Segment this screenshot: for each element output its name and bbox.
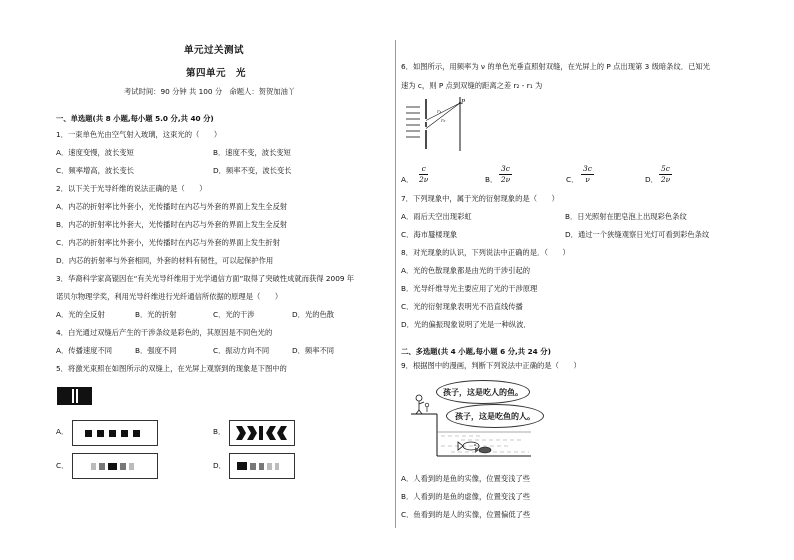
denominator: 2ν [500,174,511,184]
q5-pattern-a [72,420,158,446]
q8-option-b[interactable]: B．光导纤维导光主要应用了光的干涉原理 [401,284,538,293]
q5-stem: 5．将激光束照在如图所示的双缝上，在光屏上观察到的现象是下图中的 [56,364,287,373]
q5-option-c[interactable]: C． [56,461,69,470]
q1-option-d[interactable]: D．频率不变，波长变长 [213,166,292,175]
speech-bubble-2: 孩子，这是吃鱼的人。 [446,404,544,428]
q9-option-b[interactable]: B．人看到的是鱼的虚像，位置变浅了些 [401,492,531,501]
point-p-label: P [461,99,466,106]
numerator: 3c [583,164,592,173]
q5-pattern-d [229,453,295,479]
numerator: 5c [661,164,670,173]
q2-stem: 2．以下关于光导纤维的说法正确的是（ ） [56,184,207,193]
q3-option-c[interactable]: C．光的干涉 [213,310,255,319]
q1-option-a[interactable]: A．速度变慢，波长变短 [56,148,134,157]
q7-option-b[interactable]: B．日光照射在肥皂泡上出现彩色条纹 [565,212,687,221]
q4-option-d[interactable]: D．频率不同 [292,346,335,355]
denominator: 2ν [660,174,671,184]
right-column [401,0,751,560]
q5-pattern-b [229,420,295,446]
q3-stem-line1: 3．华裔科学家高锟因在“有关光导纤维用于光学通信方面”取得了突破性成就而获得 2009 年 [56,274,355,283]
numerator: c [419,165,428,175]
fringe [109,430,116,437]
q4-option-c[interactable]: C．振动方向不同 [213,346,270,355]
q3-option-a[interactable]: A．光的全反射 [56,310,105,319]
fringe [133,430,140,437]
q6-option-d-label[interactable]: D． [645,175,658,184]
q3-option-b[interactable]: B．光的折射 [135,310,177,319]
q6-option-c-label[interactable]: C． [566,175,579,184]
fringe [97,430,104,437]
q3-stem-line2: 诺贝尔物理学奖，利用光导纤维进行光纤通信所依据的原理是（ ） [56,292,283,301]
q2-option-c[interactable]: C．内芯的折射率比外套小，光传播时在内芯与外套的界面上发生折射 [56,238,280,247]
fringe [99,463,105,470]
q6-option-c-fraction[interactable] [581,165,594,183]
q7-stem: 7．下列现象中，属于光的衍射现象的是（ ） [401,194,559,203]
exam-info: 考试时间：90 分钟 共 100 分 命题人：贺贺加油丫 [124,87,296,96]
slit-2 [76,389,78,403]
q1-option-c[interactable]: C．频率增高，波长变长 [56,166,135,175]
q8-option-c[interactable]: C．光的衍射现象表明光不沿直线传播 [401,302,523,311]
fringe [275,463,279,470]
q8-option-d[interactable]: D．光的偏振现象说明了光是一种纵波． [401,320,531,329]
q4-stem: 4．白光通过双缝后产生的干涉条纹是彩色的，其原因是不同色光的 [56,328,273,337]
q8-option-a[interactable]: A．光的色散现象都是由光的干涉引起的 [401,266,531,275]
section1-heading: 一、单选题(共 8 小题,每小题 5.0 分,共 40 分) [56,114,214,123]
fringe [250,463,256,470]
q3-option-d[interactable]: D．光的色散 [292,310,335,319]
section2-heading: 二、多选题(共 4 小题,每小题 6 分,共 24 分) [401,347,551,356]
q7-option-a[interactable]: A．雨后天空出现彩虹 [401,212,472,221]
q5-option-b[interactable]: B． [213,427,226,436]
speech-bubble-1: 孩子，这是吃人的鱼。 [436,380,530,404]
q7-option-c[interactable]: C．海市蜃楼现象 [401,230,458,239]
q6-option-a-label[interactable]: A． [401,175,414,184]
fringe [129,463,134,470]
q6-stem-line2: 速为 c，则 P 点到双缝的距离之差 r₂ - r₁ 为 [401,81,543,90]
q2-option-a[interactable]: A．内芯的折射率比外套小，光传播时在内芯与外套的界面上发生全反射 [56,202,288,211]
unit-subtitle: 第四单元 光 [186,68,247,79]
numerator: 3c [501,164,510,173]
left-column [56,0,386,560]
q6-option-a-fraction[interactable] [419,165,428,183]
q6-option-b-label[interactable]: B． [485,175,498,184]
double-slit-figure [57,387,92,405]
q6-option-b-fraction[interactable] [499,165,512,183]
q4-option-a[interactable]: A．传播速度不同 [56,346,113,355]
q2-option-d[interactable]: D．内芯的折射率与外套相同，外套的材料有韧性，可以起保护作用 [56,256,274,265]
fringe [91,463,96,470]
q8-stem: 8．对光现象的认识，下列说法中正确的是．（ ） [401,248,570,257]
q9-option-a[interactable]: A．人看到的是鱼的实像，位置变浅了些 [401,474,531,483]
slit-1 [72,389,74,403]
fringe [121,430,128,437]
q7-option-d[interactable]: D．通过一个狭缝观察日光灯可看到彩色条纹 [565,230,710,239]
q6-option-d-fraction[interactable] [659,165,672,183]
column-divider [395,40,396,528]
q9-option-c[interactable]: C．鱼看到的是人的实像，位置偏低了些 [401,510,531,519]
q1-option-b[interactable]: B．速度不变，波长变短 [213,148,291,157]
q5-pattern-c [72,453,158,479]
r1-label: r₁ [437,109,442,115]
fringe [120,463,126,470]
r2-label: r₂ [441,118,446,124]
denominator: 2ν [419,174,429,184]
fringe [108,463,117,470]
exam-title: 单元过关测试 [184,45,245,56]
q5-option-d[interactable]: D． [213,461,226,470]
fringe [267,463,272,470]
fringe [237,462,247,470]
q1-stem: 1．一束单色光由空气射入玻璃，这束光的（ ） [56,130,222,139]
q4-option-b[interactable]: B．强度不同 [135,346,177,355]
q9-stem: 9．根据图中的漫画，判断下列说法中正确的是（ ） [401,361,581,370]
q5-option-a[interactable]: A． [56,427,69,436]
chevron-fringes [230,421,294,445]
fringe [259,463,264,470]
q6-stem-line1: 6．如图所示，用频率为 ν 的单色光垂直照射双缝，在光屏上的 P 点出现第 3 级暗条纹．已知光 [401,62,710,71]
fringe [85,430,92,437]
denominator: ν [585,174,590,184]
q2-option-b[interactable]: B．内芯的折射率比外套大，光传播时在内芯与外套的界面上发生全反射 [56,220,288,229]
